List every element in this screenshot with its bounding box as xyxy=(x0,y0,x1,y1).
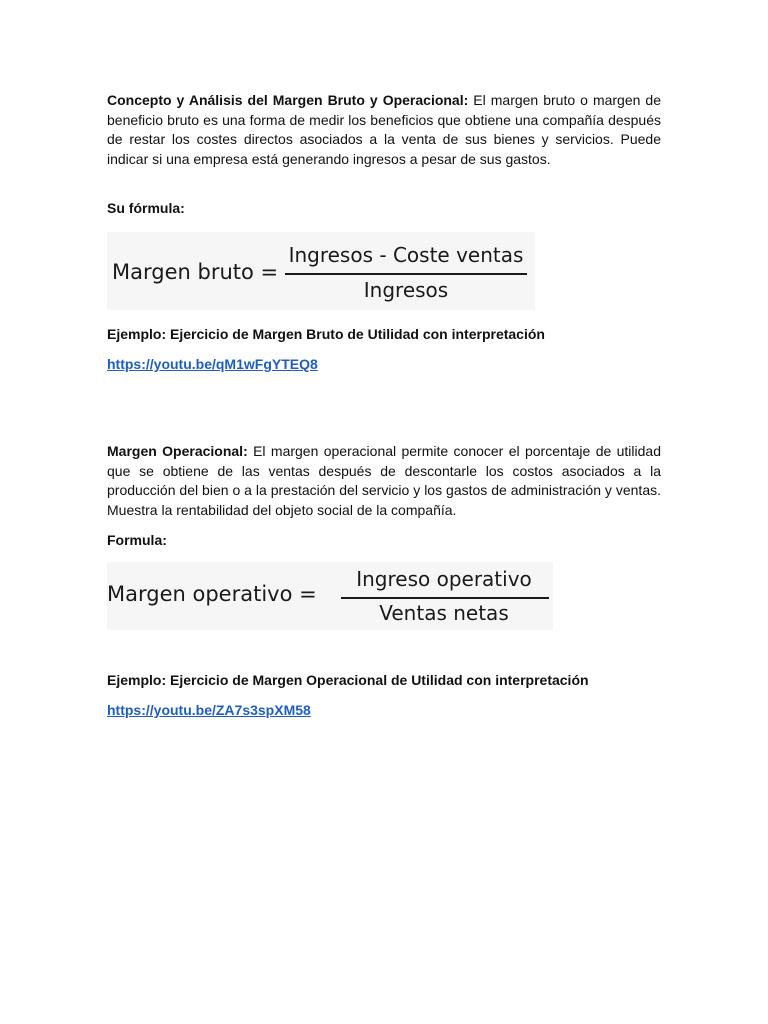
formula-heading: Formula: xyxy=(107,532,167,548)
intro-paragraph xyxy=(107,91,661,169)
section-body: El margen bruto o margen de beneficio bruto es una forma de medir los beneficios que obtiene una compañía después de restar los costes directos asociados a la venta de sus bienes y servicios. Puede indicar si una empresa está generando ingresos a pesar de sus gastos. xyxy=(107,92,661,167)
section-title: Concepto y Análisis del Margen Bruto y Operacional: xyxy=(107,92,469,108)
section-body: El margen operacional permite conocer el porcentaje de utilidad que se obtiene de las ventas después de descontarle los costos asociados a la producción del bien o a la prestación del servicio y los gastos de administración y ventas. Muestra la rentabilidad del objeto social de la compañía. xyxy=(107,443,661,518)
example-heading: Ejemplo: Ejercicio de Margen Operacional de Utilidad con interpretación xyxy=(107,672,589,688)
fraction-bar xyxy=(341,597,549,599)
operating-margin-formula xyxy=(107,562,553,630)
formula-lhs: Margen operativo = xyxy=(107,582,317,606)
formula-denominator: Ventas netas xyxy=(379,601,509,625)
formula-numerator: Ingreso operativo xyxy=(356,567,532,591)
formula-numerator: Ingresos - Coste ventas xyxy=(288,243,524,267)
fraction-bar xyxy=(285,273,527,275)
gross-margin-formula xyxy=(107,232,535,310)
formula-lhs: Margen bruto = xyxy=(112,260,279,284)
section-title: Margen Operacional: xyxy=(107,443,248,459)
example-heading: Ejemplo: Ejercicio de Margen Bruto de Utilidad con interpretación xyxy=(107,326,545,342)
operational-margin-paragraph xyxy=(107,442,661,520)
formula-denominator: Ingresos xyxy=(363,278,449,302)
example-video-link[interactable]: https://youtu.be/ZA7s3spXM58 xyxy=(107,702,311,718)
formula-heading: Su fórmula: xyxy=(107,200,185,216)
example-video-link[interactable]: https://youtu.be/qM1wFgYTEQ8 xyxy=(107,356,318,372)
